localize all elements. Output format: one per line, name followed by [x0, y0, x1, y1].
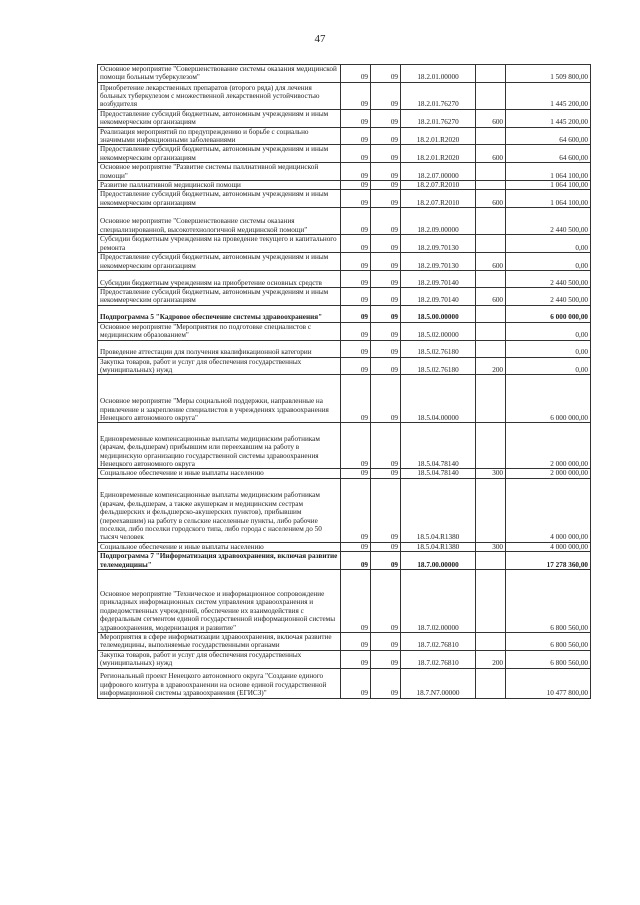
table-row — [98, 181, 591, 190]
table-cell-rz: 09 — [371, 235, 401, 253]
table-cell-rz: 09 — [371, 340, 401, 357]
table-row — [98, 208, 591, 235]
table-row — [98, 340, 591, 357]
table-cell-gr: 09 — [341, 322, 371, 340]
table-cell-amount: 6 000 000,00 — [506, 375, 591, 423]
table-cell-amount: 1 445 200,00 — [506, 82, 591, 109]
table-row — [98, 423, 591, 469]
table-row — [98, 375, 591, 423]
table-cell-rz: 09 — [371, 569, 401, 632]
table-row — [98, 235, 591, 253]
table-cell-cs: 18.2.01.76270 — [401, 109, 476, 127]
table-cell-cs: 18.5.02.76180 — [401, 357, 476, 375]
table-cell-vr: 600 — [476, 253, 506, 271]
table-cell-cs: 18.7.02.76810 — [401, 632, 476, 650]
table-cell-gr: 09 — [341, 552, 371, 570]
table-cell-gr: 09 — [341, 668, 371, 698]
table-cell-name: Предоставление субсидий бюджетным, автономным учреждениям и иным некоммерческим организациям — [98, 145, 341, 163]
table-cell-rz: 09 — [371, 181, 401, 190]
table-row — [98, 270, 591, 287]
table-cell-name: Подпрограмма 5 "Кадровое обеспечение системы здравоохранения" — [98, 305, 341, 322]
table-cell-cs: 18.2.09.00000 — [401, 208, 476, 235]
table-cell-name: Субсидии бюджетным учреждениям на приобретение основных средств — [98, 270, 341, 287]
table-cell-name: Социальное обеспечение и иные выплаты населению — [98, 469, 341, 478]
table-cell-gr: 09 — [341, 478, 371, 542]
table-cell-name: Закупка товаров, работ и услуг для обеспечения государственных (муниципальных) нужд — [98, 650, 341, 668]
table-cell-name: Проведение аттестации для получения квалификационной категории — [98, 340, 341, 357]
table-cell-name: Приобретение лекарственных препаратов (второго ряда) для лечения больных туберкулезом с множественной лекарственной устойчивостью возбудителя — [98, 82, 341, 109]
table-cell-amount: 2 440 500,00 — [506, 208, 591, 235]
table-cell-cs: 18.5.04.R1380 — [401, 542, 476, 551]
table-cell-cs: 18.2.01.00000 — [401, 65, 476, 83]
table-cell-gr: 09 — [341, 109, 371, 127]
table-cell-name: Предоставление субсидий бюджетным, автономным учреждениям и иным некоммерческим организациям — [98, 287, 341, 305]
table-row — [98, 552, 591, 570]
page-number: 47 — [314, 33, 326, 45]
table-cell-vr: 600 — [476, 109, 506, 127]
budget-table-body — [98, 65, 591, 699]
table-cell-vr — [476, 127, 506, 145]
table-cell-rz: 09 — [371, 270, 401, 287]
table-cell-gr: 09 — [341, 569, 371, 632]
table-cell-vr — [476, 478, 506, 542]
table-cell-rz: 09 — [371, 208, 401, 235]
table-cell-rz: 09 — [371, 542, 401, 551]
table-cell-gr: 09 — [341, 469, 371, 478]
table-cell-rz: 09 — [371, 145, 401, 163]
table-cell-amount: 1 509 800,00 — [506, 65, 591, 83]
table-cell-gr: 09 — [341, 340, 371, 357]
table-cell-cs: 18.2.07.00000 — [401, 163, 476, 181]
table-cell-amount: 4 000 000,00 — [506, 478, 591, 542]
table-cell-vr: 200 — [476, 357, 506, 375]
table-cell-vr — [476, 208, 506, 235]
table-cell-name: Подпрограмма 7 "Информатизация здравоохранения, включая развитие телемедицины" — [98, 552, 341, 570]
table-row — [98, 650, 591, 668]
table-cell-gr: 09 — [341, 253, 371, 271]
table-row — [98, 469, 591, 478]
table-cell-rz: 09 — [371, 322, 401, 340]
table-cell-rz: 09 — [371, 287, 401, 305]
table-cell-vr — [476, 668, 506, 698]
table-cell-cs: 18.7.00.00000 — [401, 552, 476, 570]
table-row — [98, 632, 591, 650]
table-cell-amount: 4 000 000,00 — [506, 542, 591, 551]
table-cell-rz: 09 — [371, 190, 401, 208]
table-cell-amount: 2 000 000,00 — [506, 423, 591, 469]
table-row — [98, 542, 591, 551]
table-cell-rz: 09 — [371, 127, 401, 145]
table-cell-rz: 09 — [371, 668, 401, 698]
table-cell-amount: 0,00 — [506, 357, 591, 375]
table-cell-name: Единовременные компенсационные выплаты медицинским работникам (врачам, фельдшерам, а также акушеркам и медицинским сестрам фельдшерских и фельдшерско-акушерских пунктов), прибывшим (переехавшим) на работу в сельские населенные пункты, либо рабочие поселки, либо поселки городского типа, либо города с населением до 50 тысяч человек — [98, 478, 341, 542]
table-row — [98, 190, 591, 208]
table-cell-amount: 2 440 500,00 — [506, 287, 591, 305]
table-row — [98, 109, 591, 127]
table-cell-gr: 09 — [341, 127, 371, 145]
table-cell-name: Предоставление субсидий бюджетным, автономным учреждениям и иным некоммерческим организациям — [98, 253, 341, 271]
table-cell-name: Реализация мероприятий по предупреждению и борьбе с социально значимыми инфекционными заболеваниями — [98, 127, 341, 145]
table-cell-gr: 09 — [341, 65, 371, 83]
table-cell-rz: 09 — [371, 253, 401, 271]
table-cell-rz: 09 — [371, 375, 401, 423]
table-cell-gr: 09 — [341, 82, 371, 109]
table-cell-cs: 18.2.09.70130 — [401, 253, 476, 271]
table-cell-gr: 09 — [341, 423, 371, 469]
table-cell-gr: 09 — [341, 632, 371, 650]
table-row — [98, 305, 591, 322]
table-cell-amount: 1 064 100,00 — [506, 181, 591, 190]
table-cell-name: Закупка товаров, работ и услуг для обеспечения государственных (муниципальных) нужд — [98, 357, 341, 375]
table-cell-amount: 0,00 — [506, 322, 591, 340]
table-cell-amount: 17 278 360,00 — [506, 552, 591, 570]
table-cell-amount: 64 600,00 — [506, 127, 591, 145]
table-row — [98, 127, 591, 145]
table-cell-cs: 18.2.07.R2010 — [401, 181, 476, 190]
table-cell-vr — [476, 270, 506, 287]
table-cell-cs: 18.7.02.00000 — [401, 569, 476, 632]
table-cell-gr: 09 — [341, 287, 371, 305]
table-cell-cs: 18.5.02.00000 — [401, 322, 476, 340]
table-row — [98, 145, 591, 163]
table-cell-vr — [476, 569, 506, 632]
table-cell-cs: 18.2.09.70130 — [401, 235, 476, 253]
table-row — [98, 569, 591, 632]
table-cell-gr: 09 — [341, 305, 371, 322]
table-cell-cs: 18.7.02.76810 — [401, 650, 476, 668]
table-cell-vr: 600 — [476, 287, 506, 305]
table-cell-gr: 09 — [341, 235, 371, 253]
table-cell-amount: 6 800 560,00 — [506, 632, 591, 650]
table-cell-cs: 18.7.N7.00000 — [401, 668, 476, 698]
table-cell-vr — [476, 65, 506, 83]
table-cell-vr: 600 — [476, 190, 506, 208]
table-cell-cs: 18.2.09.70140 — [401, 270, 476, 287]
table-row — [98, 478, 591, 542]
table-row — [98, 163, 591, 181]
table-cell-name: Региональный проект Ненецкого автономного округа "Создание единого цифрового контура в здравоохранении на основе единой государственной информационной системы здравоохранения (ЕГИСЗ)" — [98, 668, 341, 698]
table-cell-cs: 18.2.01.R2020 — [401, 145, 476, 163]
table-cell-gr: 09 — [341, 145, 371, 163]
table-cell-cs: 18.5.04.R1380 — [401, 478, 476, 542]
table-row — [98, 668, 591, 698]
table-cell-rz: 09 — [371, 109, 401, 127]
table-cell-name: Основное мероприятие "Техническое и информационное сопровождение прикладных информационных систем управления здравоохранения и подведомственных учреждений, обеспечение их взаимодействия с федеральным сегментом единой государственной информационной системы здравоохранения, модернизация и развитие" — [98, 569, 341, 632]
table-cell-vr — [476, 552, 506, 570]
table-cell-name: Основное мероприятие "Совершенствование системы оказания специализированной, высокотехнологичной медицинской помощи" — [98, 208, 341, 235]
table-cell-cs: 18.5.04.78140 — [401, 469, 476, 478]
table-cell-rz: 09 — [371, 469, 401, 478]
budget-table — [97, 64, 591, 699]
table-cell-vr — [476, 235, 506, 253]
table-cell-gr: 09 — [341, 542, 371, 551]
table-cell-vr — [476, 340, 506, 357]
table-cell-amount: 64 600,00 — [506, 145, 591, 163]
table-cell-amount: 1 064 100,00 — [506, 190, 591, 208]
table-cell-cs: 18.2.09.70140 — [401, 287, 476, 305]
table-cell-rz: 09 — [371, 478, 401, 542]
table-cell-amount: 0,00 — [506, 253, 591, 271]
table-row — [98, 287, 591, 305]
table-cell-cs: 18.5.00.00000 — [401, 305, 476, 322]
table-cell-amount: 6 000 000,00 — [506, 305, 591, 322]
table-cell-vr: 300 — [476, 542, 506, 551]
table-cell-name: Мероприятия в сфере информатизации здравоохранения, включая развитие телемедицины, выполняемые государственными органами — [98, 632, 341, 650]
table-cell-amount: 2 000 000,00 — [506, 469, 591, 478]
table-cell-name: Единовременные компенсационные выплаты медицинским работникам (врачам, фельдшерам) прибывшим или переехавшим на работу в медицинскую организацию государственной системы здравоохранения Ненецкого автономного округа — [98, 423, 341, 469]
table-cell-rz: 09 — [371, 163, 401, 181]
table-cell-gr: 09 — [341, 208, 371, 235]
table-cell-amount: 0,00 — [506, 340, 591, 357]
table-cell-cs: 18.2.01.76270 — [401, 82, 476, 109]
table-cell-vr: 600 — [476, 145, 506, 163]
table-cell-gr: 09 — [341, 357, 371, 375]
table-cell-gr: 09 — [341, 270, 371, 287]
table-cell-vr — [476, 305, 506, 322]
table-cell-vr: 300 — [476, 469, 506, 478]
table-cell-gr: 09 — [341, 190, 371, 208]
table-cell-name: Предоставление субсидий бюджетным, автономным учреждениям и иным некоммерческим организациям — [98, 190, 341, 208]
table-cell-amount: 0,00 — [506, 235, 591, 253]
table-cell-name: Субсидии бюджетным учреждениям на проведение текущего и капитального ремонта — [98, 235, 341, 253]
table-row — [98, 65, 591, 83]
table-cell-rz: 09 — [371, 82, 401, 109]
table-cell-name: Развитие паллиативной медицинской помощи — [98, 181, 341, 190]
table-cell-amount: 2 440 500,00 — [506, 270, 591, 287]
table-cell-name: Социальное обеспечение и иные выплаты населению — [98, 542, 341, 551]
table-row — [98, 357, 591, 375]
table-cell-cs: 18.2.07.R2010 — [401, 190, 476, 208]
table-cell-amount: 1 064 100,00 — [506, 163, 591, 181]
table-cell-name: Основное мероприятие "Мероприятия по подготовке специалистов с медицинским образованием" — [98, 322, 341, 340]
table-cell-cs: 18.2.01.R2020 — [401, 127, 476, 145]
table-cell-vr: 200 — [476, 650, 506, 668]
table-cell-vr — [476, 375, 506, 423]
table-cell-gr: 09 — [341, 181, 371, 190]
table-cell-cs: 18.5.02.76180 — [401, 340, 476, 357]
table-cell-rz: 09 — [371, 357, 401, 375]
table-cell-gr: 09 — [341, 375, 371, 423]
table-cell-rz: 09 — [371, 650, 401, 668]
table-cell-rz: 09 — [371, 305, 401, 322]
table-cell-amount: 6 800 560,00 — [506, 650, 591, 668]
table-cell-name: Основное мероприятие "Меры социальной поддержки, направленные на привлечение и закрепление специалистов в учреждениях здравоохранения Ненецкого автономного округа" — [98, 375, 341, 423]
table-cell-name: Предоставление субсидий бюджетным, автономным учреждениям и иным некоммерческим организациям — [98, 109, 341, 127]
table-cell-vr — [476, 181, 506, 190]
table-cell-rz: 09 — [371, 65, 401, 83]
table-cell-vr — [476, 82, 506, 109]
table-cell-amount: 1 445 200,00 — [506, 109, 591, 127]
table-cell-rz: 09 — [371, 632, 401, 650]
table-cell-cs: 18.5.04.00000 — [401, 375, 476, 423]
table-cell-amount: 6 800 560,00 — [506, 569, 591, 632]
table-cell-gr: 09 — [341, 650, 371, 668]
table-cell-vr — [476, 163, 506, 181]
table-cell-rz: 09 — [371, 552, 401, 570]
table-cell-name: Основное мероприятие "Совершенствование системы оказания медицинской помощи больным туберкулезом" — [98, 65, 341, 83]
table-cell-amount: 10 477 800,00 — [506, 668, 591, 698]
table-cell-vr — [476, 322, 506, 340]
table-cell-vr — [476, 632, 506, 650]
table-cell-rz: 09 — [371, 423, 401, 469]
table-row — [98, 82, 591, 109]
table-cell-cs: 18.5.04.78140 — [401, 423, 476, 469]
table-cell-gr: 09 — [341, 163, 371, 181]
table-cell-name: Основное мероприятие "Развитие системы паллиативной медицинской помощи" — [98, 163, 341, 181]
table-row — [98, 322, 591, 340]
table-row — [98, 253, 591, 271]
table-cell-vr — [476, 423, 506, 469]
